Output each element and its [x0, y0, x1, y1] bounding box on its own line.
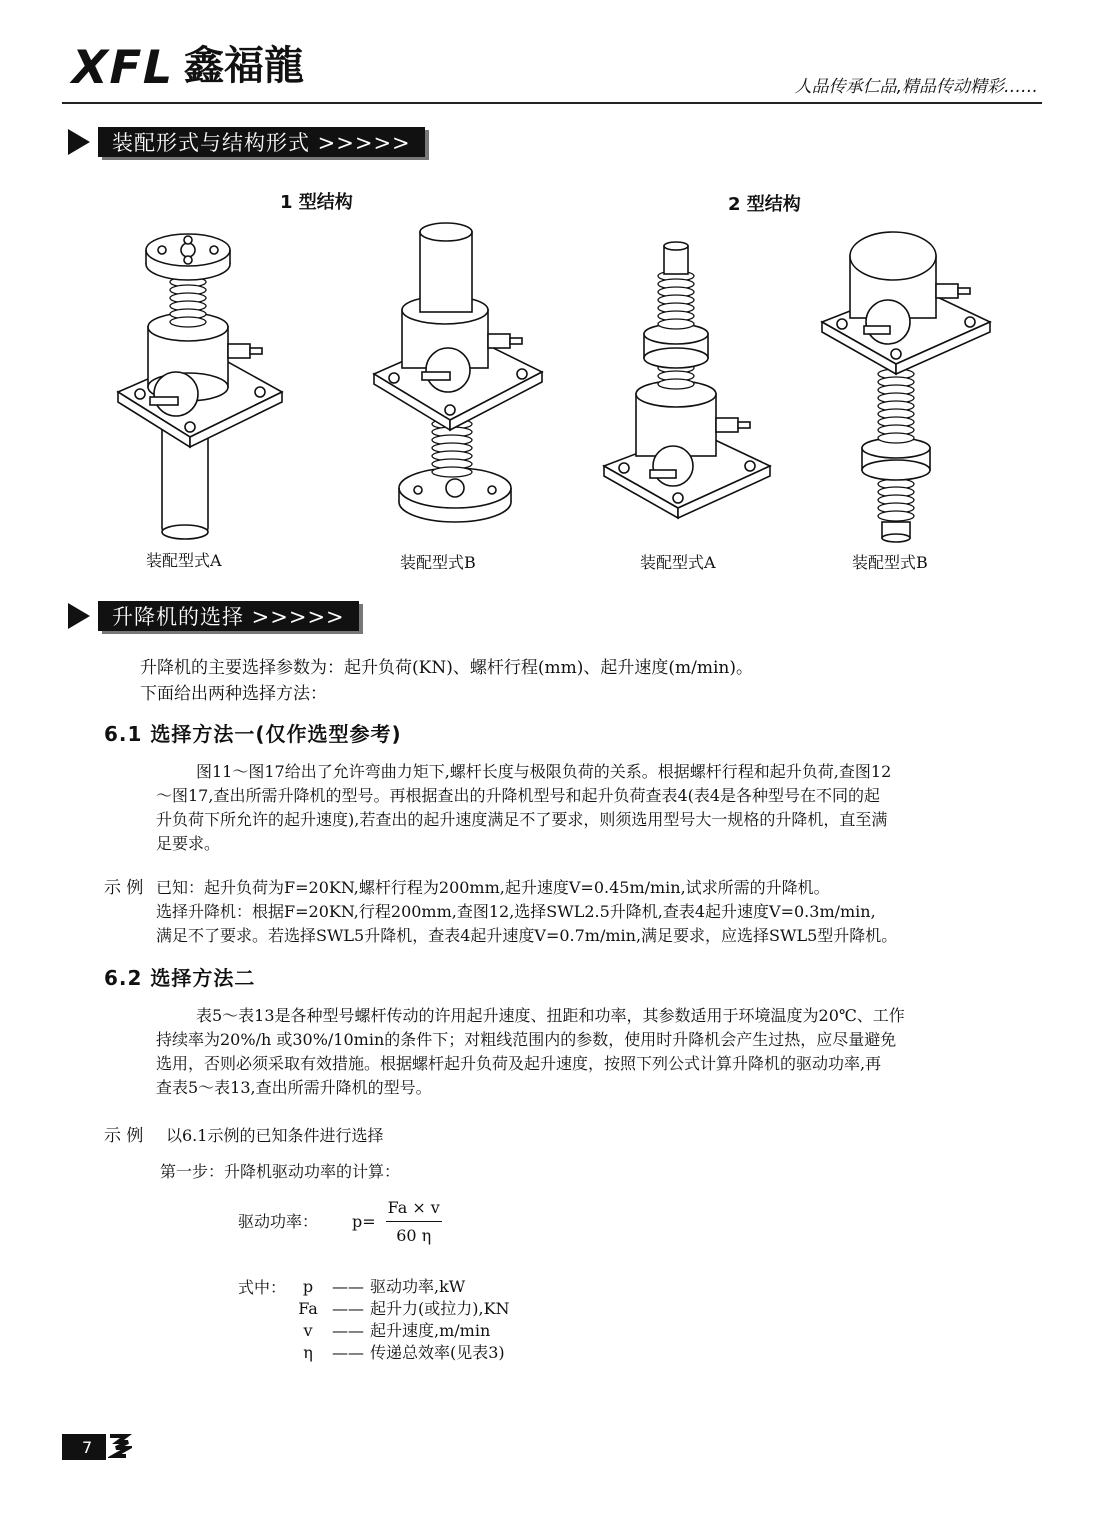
section-title: 升降机的选择 >>>>>	[98, 601, 359, 631]
formula	[238, 1196, 442, 1247]
variable-row	[290, 1320, 510, 1342]
where-label: 式中：	[238, 1278, 287, 1297]
variable-symbol: v	[303, 1321, 313, 1340]
triangle-icon	[68, 603, 90, 629]
header-rule	[62, 102, 1042, 104]
formula-label: 驱动功率：	[238, 1212, 319, 1231]
variable-dash: ——	[332, 1343, 364, 1362]
slogan: 人品传承仁品,精品传动精彩……	[794, 77, 1038, 97]
intro-line-1: 升降机的主要选择参数为：起升负荷(KN)、螺杆行程(mm)、起升速度(m/min)。	[140, 658, 753, 678]
variable-symbol: Fa	[298, 1299, 318, 1318]
triangle-icon	[68, 129, 90, 155]
jack-type1-assembly-a-illustration	[110, 222, 295, 542]
variable-description: 驱动功率,kW	[370, 1277, 466, 1296]
variable-dash: ——	[332, 1277, 364, 1296]
type2-label: 2 型结构	[728, 194, 801, 215]
variable-list	[290, 1276, 510, 1364]
variable-description: 起升力(或拉力),KN	[370, 1299, 510, 1318]
jack-type2-assembly-b-illustration	[816, 226, 1001, 546]
method1-para-line-4: 足要求。	[156, 834, 221, 853]
variable-dash: ——	[332, 1299, 364, 1318]
step1-text: 第一步：升降机驱动功率的计算：	[160, 1162, 401, 1181]
method1-para-line-3: 升负荷下所允许的起升速度),若查出的起升速度满足不了要求，则须选用型号大一规格的升降机，直至满	[156, 810, 888, 829]
variable-description: 传递总效率(见表3)	[370, 1343, 505, 1362]
variable-symbol: p	[302, 1277, 314, 1296]
logo-mark-icon	[108, 1432, 132, 1462]
example1-label: 示 例	[104, 878, 144, 898]
variable-description: 起升速度,m/min	[370, 1321, 491, 1340]
method2-para-line-2: 持续率为20%/h 或30%/10min的条件下；对粗线范围内的参数，使用时升降机会产生过热，应尽量避免	[156, 1030, 897, 1049]
method1-heading: 6.1 选择方法一(仅作选型参考)	[104, 722, 402, 746]
formula-denominator: 60 η	[396, 1226, 432, 1245]
section-title: 装配形式与结构形式 >>>>>	[98, 127, 425, 157]
section-header-assembly	[68, 126, 425, 158]
jack-type1-assembly-b-illustration	[370, 222, 550, 542]
method2-para-line-3: 选用，否则必须采取有效措施。根据螺杆起升负荷及起升速度，按照下列公式计算升降机的驱动功率,再	[156, 1054, 882, 1073]
example1-line-2: 选择升降机：根据F=20KN,行程200mm,查图12,选择SWL2.5升降机,查表4起升速度V=0.3m/min,	[156, 902, 876, 921]
variable-row	[290, 1298, 510, 1320]
logo-latin: XFL	[66, 40, 180, 94]
example1-line-3: 满足不了要求。若选择SWL5升降机，查表4起升速度V=0.7m/min,满足要求，应选择SWL5型升降机。	[156, 926, 898, 945]
variable-symbol: η	[303, 1343, 313, 1362]
method2-heading: 6.2 选择方法二	[104, 966, 256, 990]
method2-para-line-1: 表5～表13是各种型号螺杆传动的许用起升速度、扭距和功率，其参数适用于环境温度为20℃、工作	[196, 1006, 905, 1025]
example1-line-1: 已知：起升负荷为F=20KN,螺杆行程为200mm,起升速度V=0.45m/min,试求所需的升降机。	[156, 878, 830, 897]
method1-para-line-1: 图11～图17给出了允许弯曲力矩下,螺杆长度与极限负荷的关系。根据螺杆行程和起升负荷,查图12	[196, 762, 892, 781]
intro-line-2: 下面给出两种选择方法：	[140, 684, 327, 704]
caption-type2-b: 装配型式B	[852, 553, 928, 572]
jack-type2-assembly-a-illustration	[598, 236, 778, 536]
logo-chinese: 鑫福龍	[184, 43, 304, 89]
method1-para-line-2: ～图17,查出所需升降机的型号。再根据查出的升降机型号和起升负荷查表4(表4是各种型号在不同的起	[156, 786, 881, 805]
variable-row	[290, 1342, 510, 1364]
caption-type1-b: 装配型式B	[400, 553, 476, 572]
type1-label: 1 型结构	[280, 192, 353, 213]
method2-para-line-4: 查表5～表13,查出所需升降机的型号。	[156, 1078, 432, 1097]
section-header-selection	[68, 600, 359, 632]
variable-row	[290, 1276, 510, 1298]
caption-type2-a: 装配型式A	[640, 553, 716, 572]
formula-lhs: p=	[352, 1212, 376, 1231]
formula-numerator: Fa × v	[386, 1196, 442, 1222]
variable-dash: ——	[332, 1321, 364, 1340]
formula-fraction	[386, 1196, 442, 1247]
example2-text: 以6.1示例的已知条件进行选择	[166, 1126, 384, 1145]
page-number: 7	[62, 1434, 106, 1460]
caption-type1-a: 装配型式A	[146, 551, 222, 570]
example2-label: 示 例	[104, 1126, 144, 1146]
